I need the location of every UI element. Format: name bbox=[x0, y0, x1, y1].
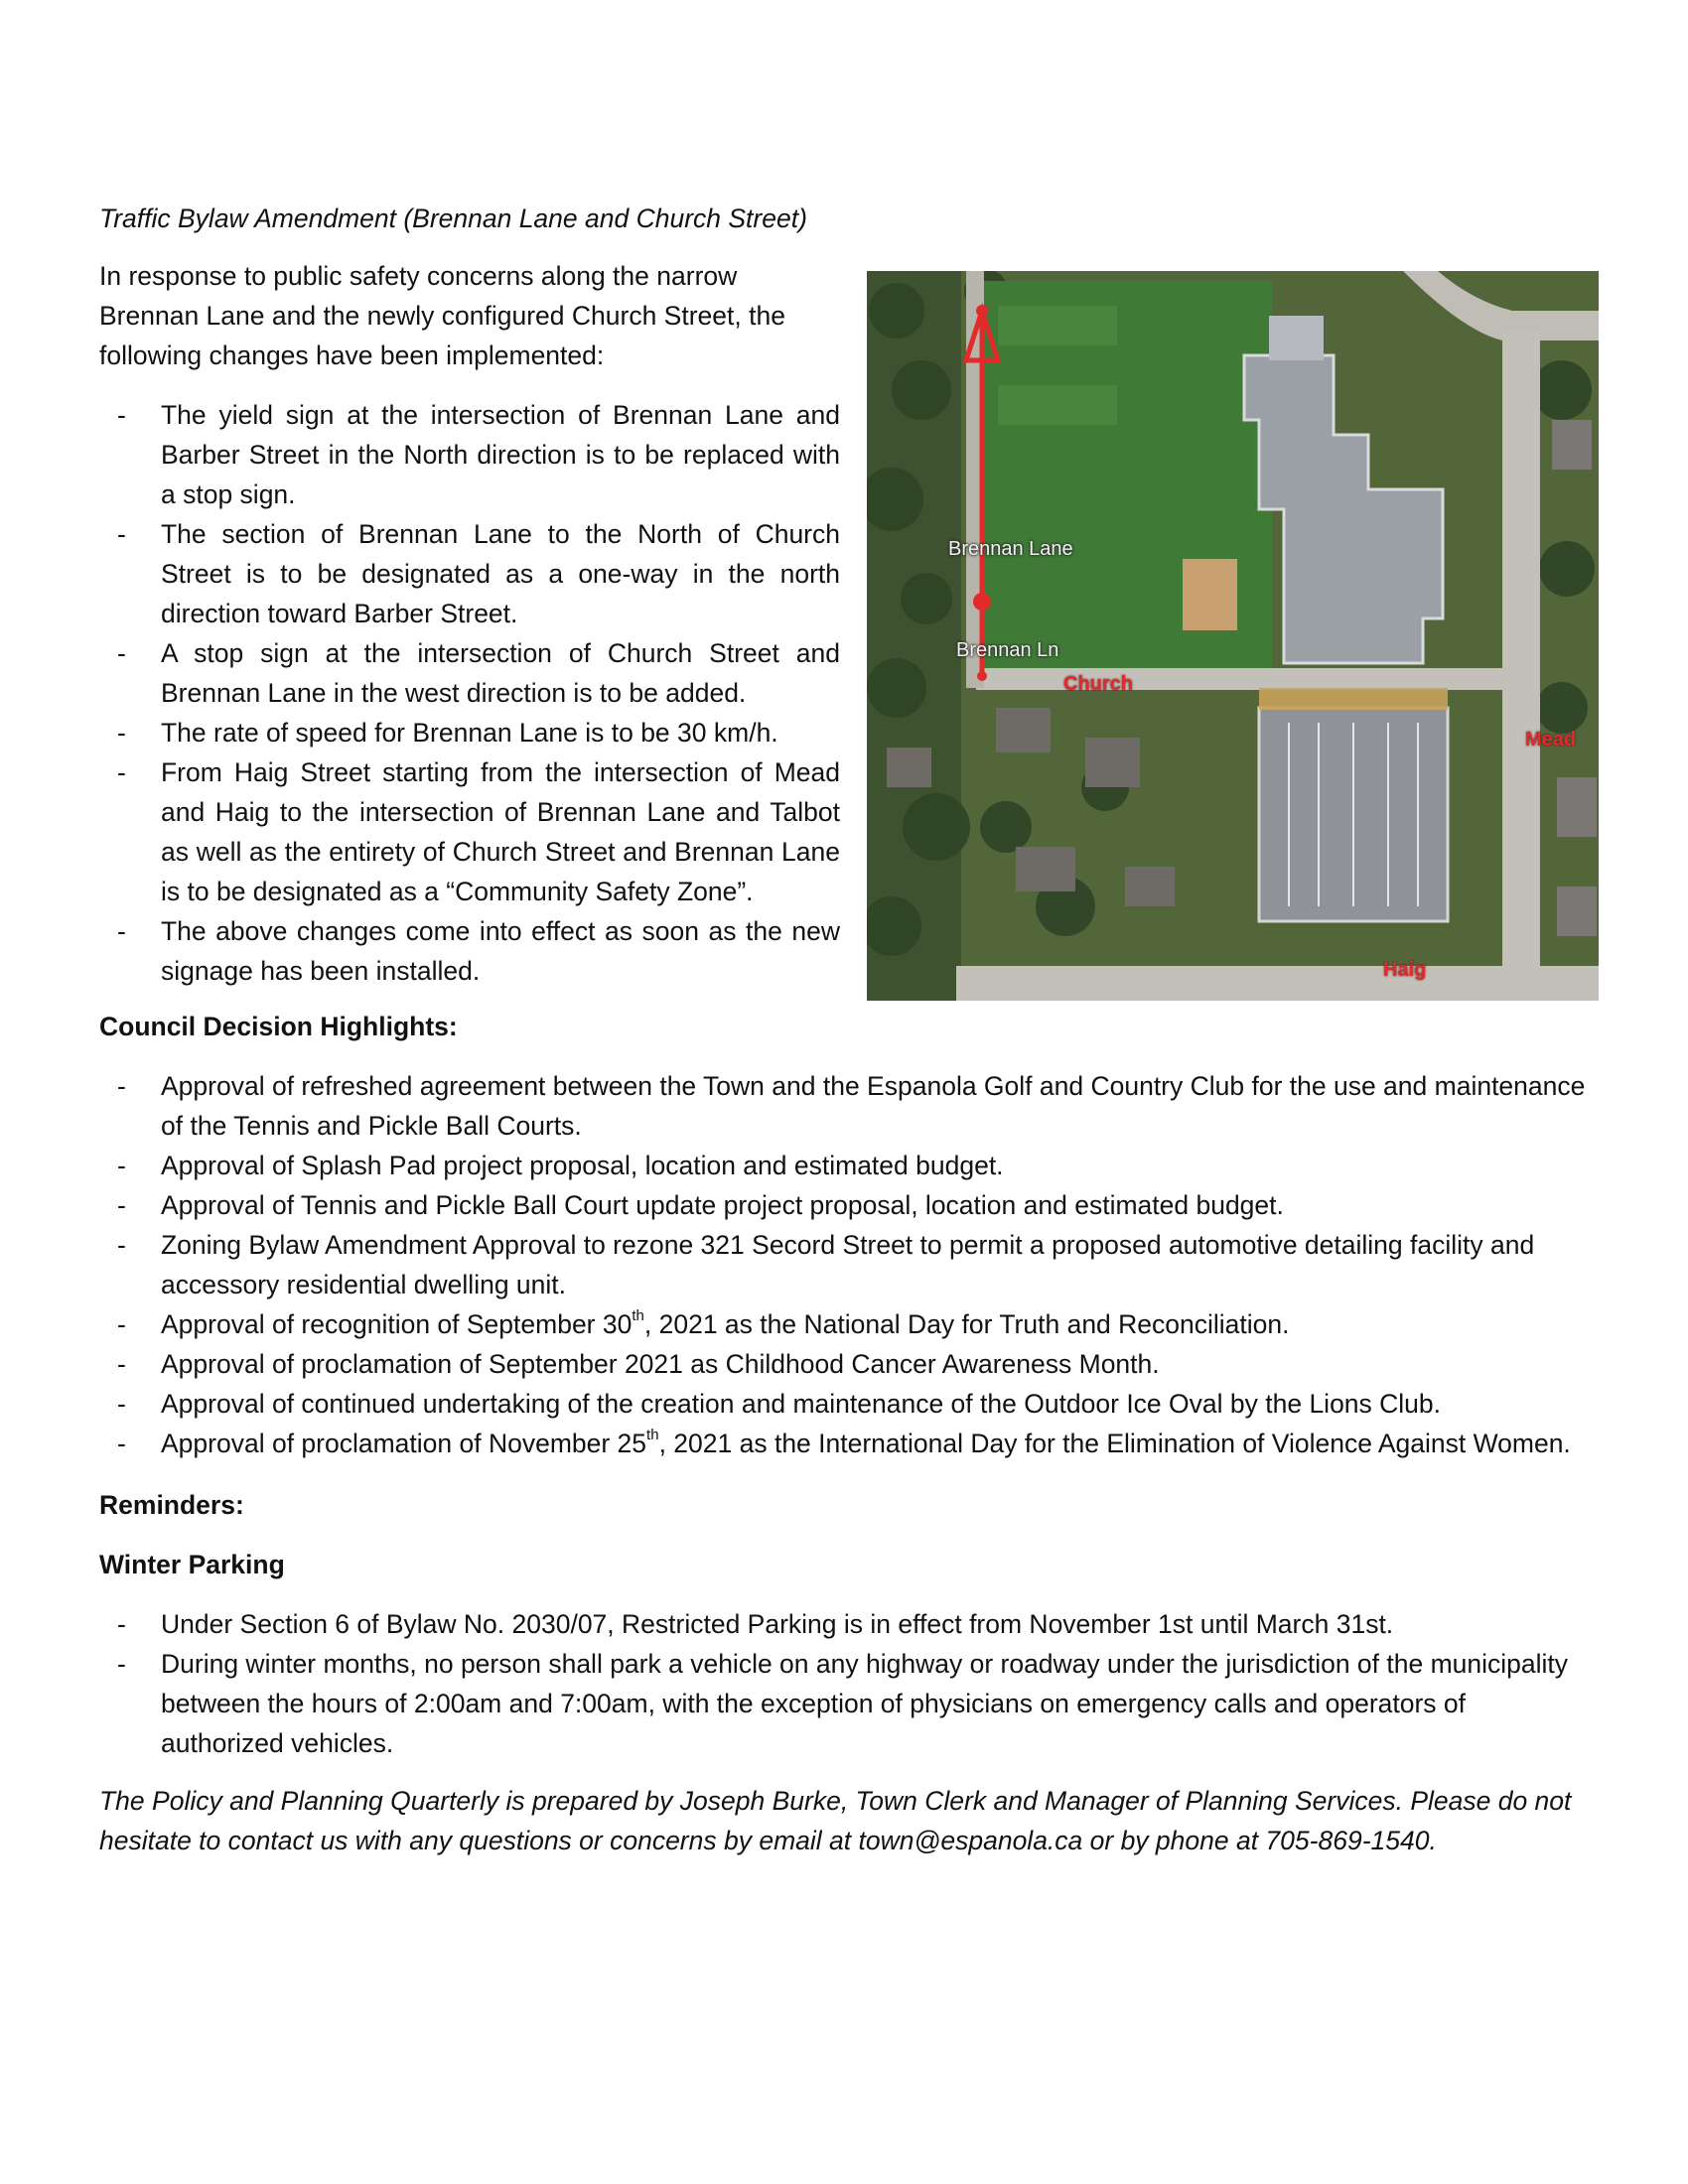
council-heading: Council Decision Highlights: bbox=[99, 1012, 458, 1041]
list-item: - Approval of proclamation of November 25th, 2021 as the International Day for the Elimination of Violence Against Women. bbox=[117, 1427, 1571, 1458]
map-label-brennan-ln: Brennan Ln bbox=[956, 639, 1059, 661]
map-label-mead: Mead bbox=[1525, 729, 1577, 751]
list-item: - The rate of speed for Brennan Lane is to be 30 km/h. bbox=[117, 718, 778, 748]
list-item: - Approval of Splash Pad project proposal, location and estimated budget. bbox=[117, 1151, 1004, 1180]
list-item: - Approval of Tennis and Pickle Ball Court update project proposal, location and estimated budget. bbox=[117, 1190, 1284, 1220]
list-item: - The section of Brennan Lane to the North of Church Street is to be designated as a one-way in the north direction toward Barber Street. bbox=[117, 519, 840, 628]
list-item: - From Haig Street starting from the intersection of Mead and Haig to the intersection of Brennan Lane and Talbot as well as the entirety of Church Street and Brennan Lane is to be designated as a “Community Safety Zone”. bbox=[117, 757, 840, 906]
list-item: - Under Section 6 of Bylaw No. 2030/07, Restricted Parking is in effect from November 1st until March 31st. bbox=[117, 1609, 1394, 1639]
list-item: - Approval of recognition of September 30th, 2021 as the National Day for Truth and Reconciliation. bbox=[117, 1307, 1290, 1339]
winter-parking-heading: Winter Parking bbox=[99, 1550, 285, 1579]
section-title: Traffic Bylaw Amendment (Brennan Lane and Church Street) bbox=[99, 204, 807, 233]
list-item: - The above changes come into effect as soon as the new signage has been installed. bbox=[117, 916, 840, 986]
list-item: - Approval of proclamation of September 2021 as Childhood Cancer Awareness Month. bbox=[117, 1349, 1160, 1379]
map-label-brennan-lane: Brennan Lane bbox=[948, 538, 1073, 560]
map-label-haig: Haig bbox=[1383, 959, 1427, 981]
winter-parking-list bbox=[99, 1604, 1589, 1763]
reminders-heading: Reminders: bbox=[99, 1490, 244, 1520]
traffic-changes-list bbox=[99, 395, 840, 991]
aerial-map-image bbox=[867, 271, 1599, 1001]
footer-note: The Policy and Planning Quarterly is prepared by Joseph Burke, Town Clerk and Manager of Planning Services. Please do not hesitate to contact us with any questions or concerns by email at town@espanola.ca or by phone at 705-869-1540. bbox=[99, 1786, 1572, 1855]
list-item: - The yield sign at the intersection of Brennan Lane and Barber Street in the North direction is to be replaced with a stop sign. bbox=[117, 400, 840, 509]
map-label-church: Church bbox=[1063, 673, 1133, 695]
list-item: - Approval of refreshed agreement between the Town and the Espanola Golf and Country Club for the use and maintenance of the Tennis and Pickle Ball Courts. bbox=[117, 1071, 1586, 1141]
list-item: - Approval of continued undertaking of the creation and maintenance of the Outdoor Ice Oval by the Lions Club. bbox=[117, 1389, 1442, 1419]
intro-paragraph: In response to public safety concerns along the narrow Brennan Lane and the newly configured Church Street, the following changes have been implemented: bbox=[99, 261, 785, 370]
council-decisions-list bbox=[99, 1066, 1589, 1463]
aerial-map-drawing bbox=[867, 271, 1599, 1001]
list-item: - During winter months, no person shall park a vehicle on any highway or roadway under the jurisdiction of the municipality between the hours of 2:00am and 7:00am, with the exception of physicians on emergency calls and operators of authorized vehicles. bbox=[117, 1649, 1569, 1758]
traffic-bylaw-text bbox=[99, 256, 840, 991]
list-item: - A stop sign at the intersection of Church Street and Brennan Lane in the west direction is to be added. bbox=[117, 638, 840, 708]
list-item: - Zoning Bylaw Amendment Approval to rezone 321 Secord Street to permit a proposed automotive detailing facility and accessory residential dwelling unit. bbox=[117, 1230, 1535, 1299]
